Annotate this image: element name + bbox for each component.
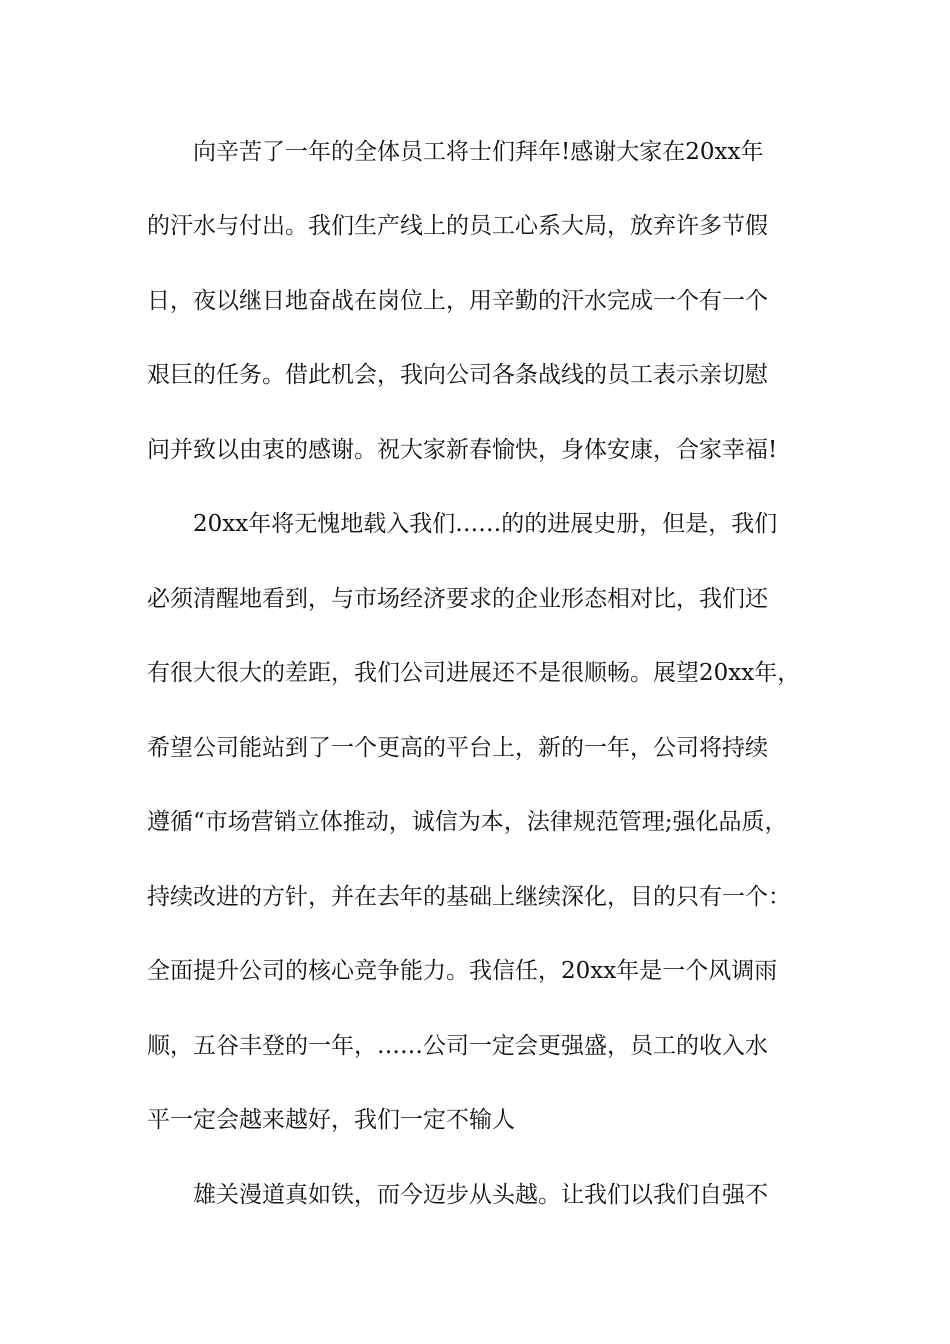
text-line: 日，夜以继日地奋战在岗位上，用辛勤的汗水完成一个有一个 — [147, 288, 768, 314]
text-line: 持续改进的方针，并在去年的基础上继续深化，目的只有一个： — [147, 884, 791, 910]
text-line: 有很大很大的差距，我们公司进展还不是很顺畅。展望20xx年， — [147, 660, 801, 686]
text-line: 必须清醒地看到，与市场经济要求的企业形态相对比，我们还 — [147, 586, 768, 612]
text-line: 平一定会越来越好，我们一定不输人 — [147, 1107, 515, 1133]
text-line: 遵循“市场营销立体推动，诚信为本，法律规范管理;强化品质， — [147, 809, 788, 835]
text-line: 全面提升公司的核心竞争能力。我信任，20xx年是一个风调雨 — [147, 958, 778, 984]
text-line: 雄关漫道真如铁，而今迈步从头越。让我们以我们自强不 — [193, 1182, 768, 1208]
text-line: 顺，五谷丰登的一年，……公司一定会更强盛，员工的收入水 — [147, 1033, 768, 1059]
text-line: 艰巨的任务。借此机会，我向公司各条战线的员工表示亲切慰 — [147, 362, 768, 388]
text-line: 希望公司能站到了一个更高的平台上，新的一年，公司将持续 — [147, 735, 768, 761]
text-line: 的汗水与付出。我们生产线上的员工心系大局，放弃许多节假 — [147, 213, 768, 239]
text-line: 问并致以由衷的感谢。祝大家新春愉快，身体安康，合家幸福! — [147, 437, 778, 463]
text-line: 向辛苦了一年的全体员工将士们拜年!感谢大家在20xx年 — [193, 139, 764, 165]
text-line: 20xx年将无愧地载入我们……的的进展史册，但是，我们 — [193, 511, 778, 537]
